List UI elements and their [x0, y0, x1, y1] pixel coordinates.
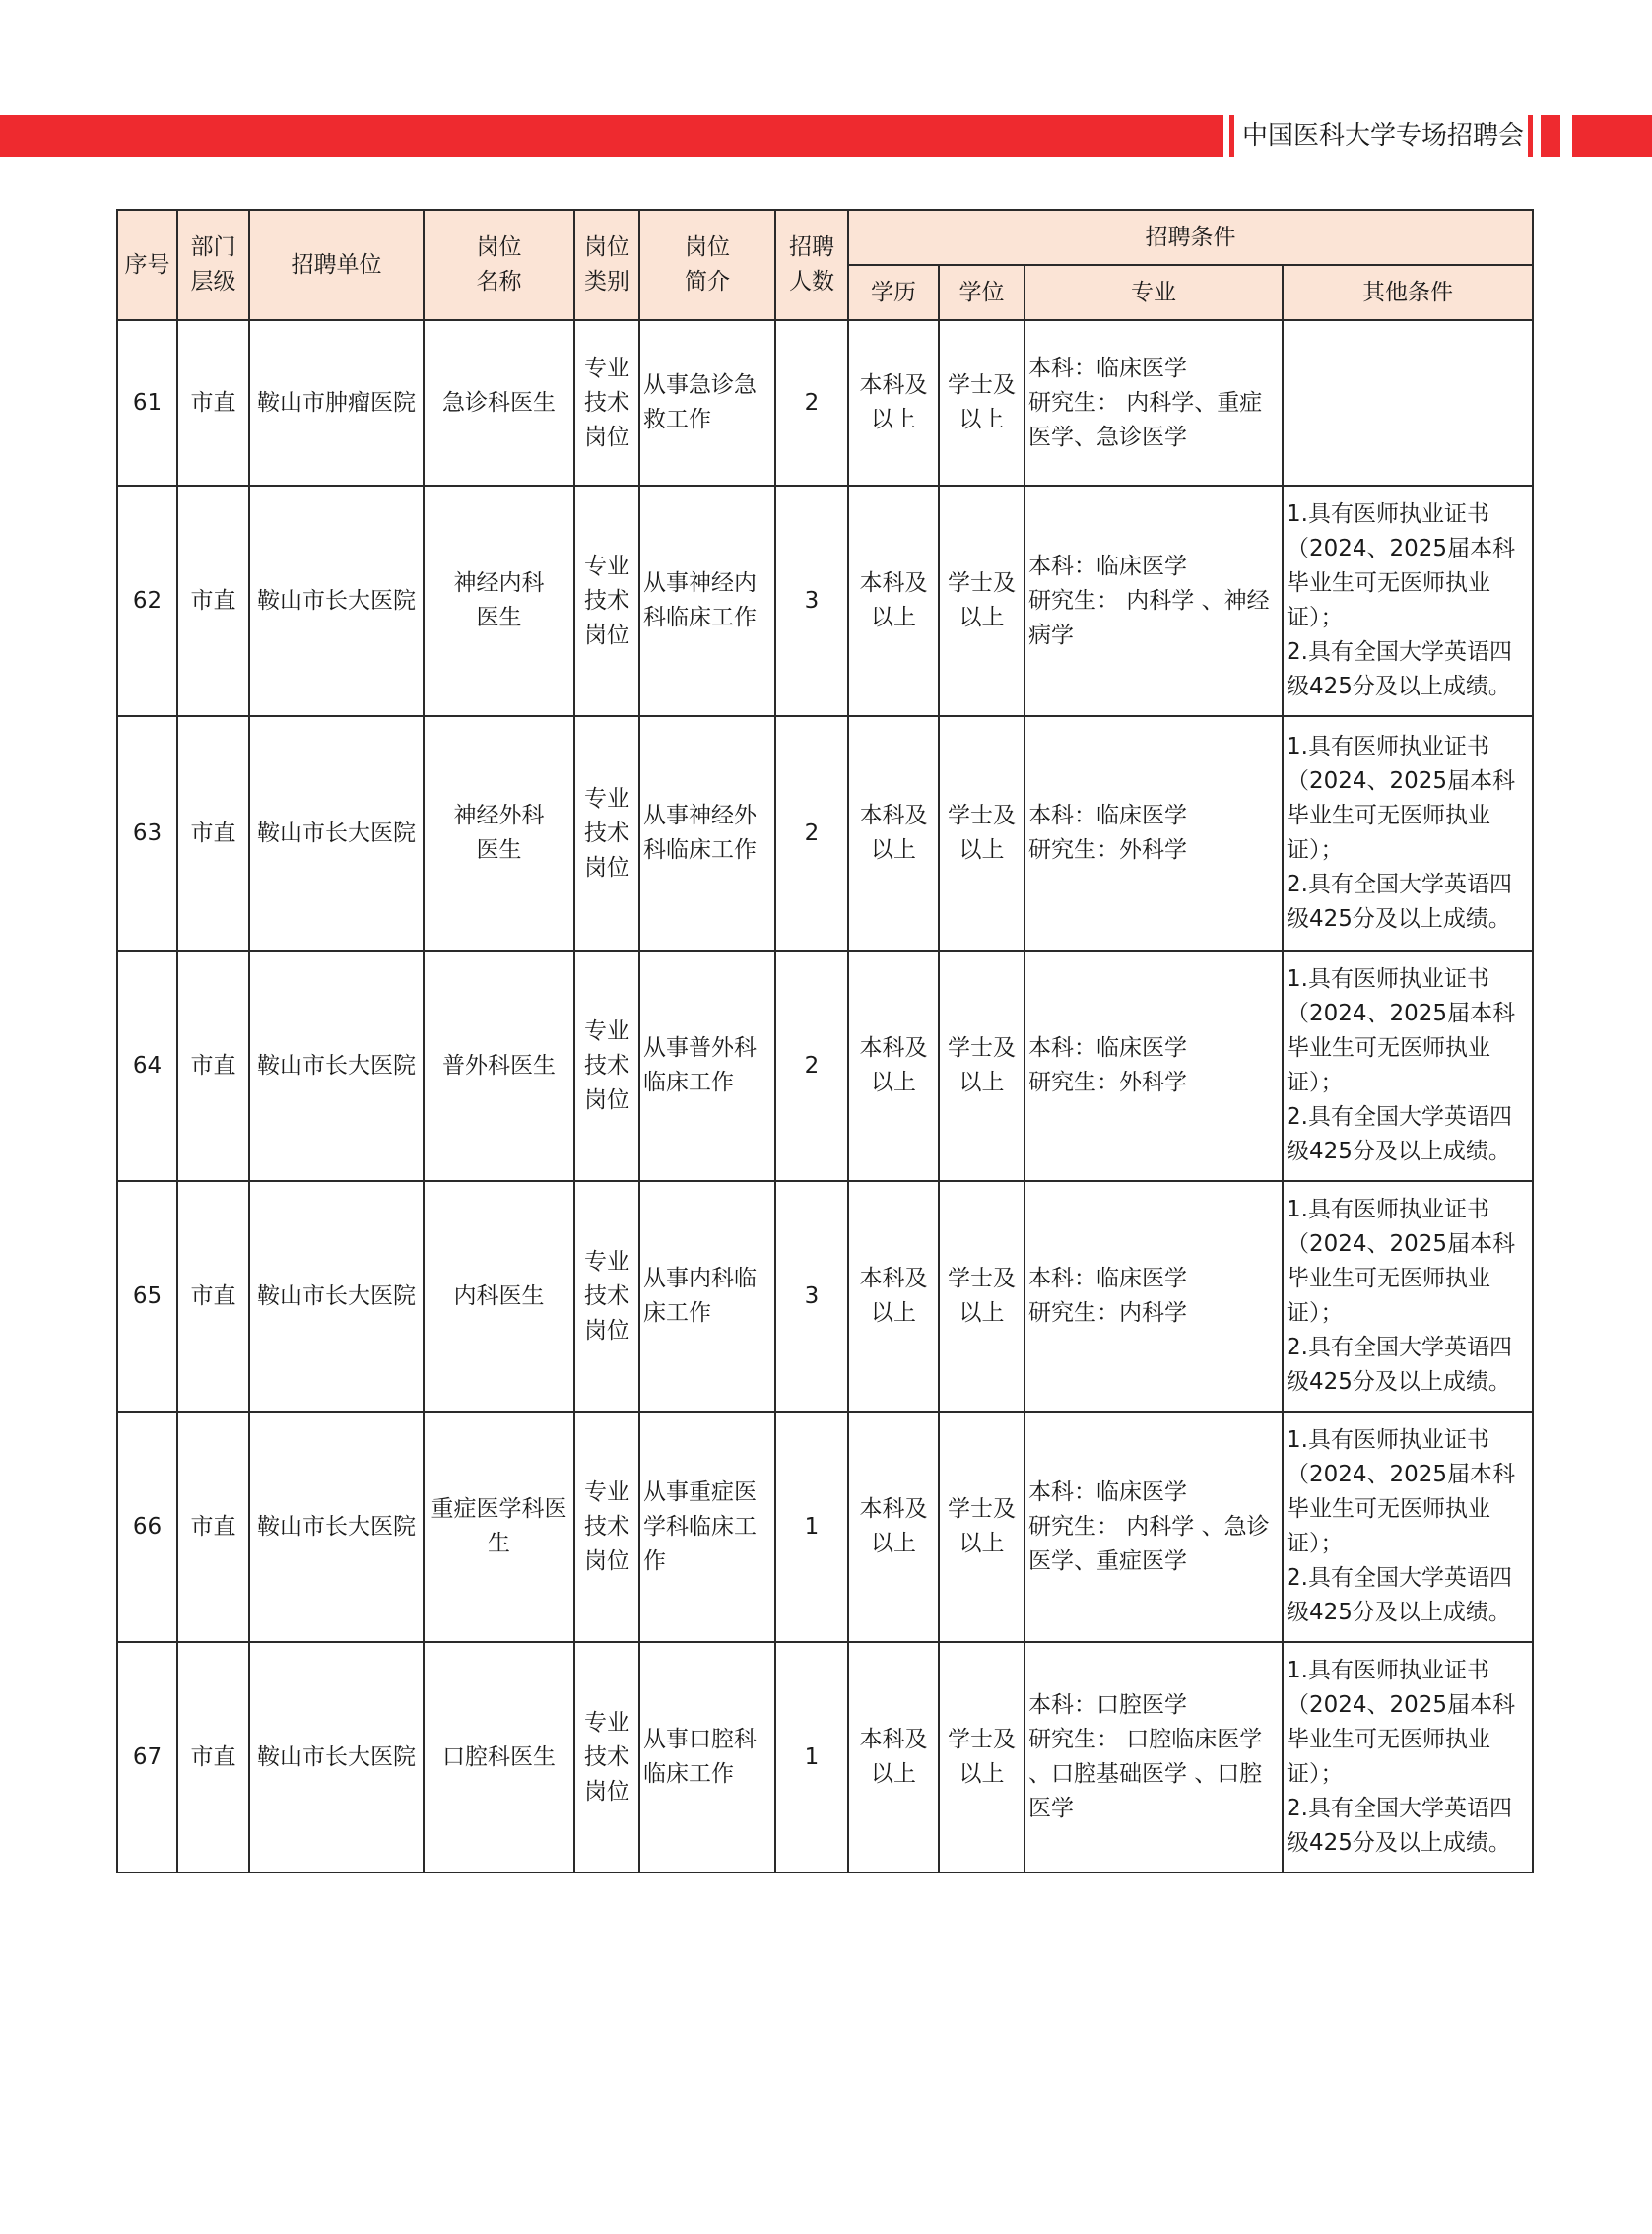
cell-post-name: 神经外科 医生	[424, 716, 574, 951]
cell-education: 本科及 以上	[848, 1642, 939, 1873]
table-row	[117, 1642, 1533, 1873]
col-header-post-intro: 岗位 简介	[639, 210, 775, 320]
cell-degree: 学士及 以上	[939, 951, 1024, 1181]
cell-major: 本科：临床医学 研究生：内科学	[1024, 1181, 1283, 1412]
cell-post-intro: 从事内科临 床工作	[639, 1181, 775, 1412]
cell-level: 市直	[177, 1181, 249, 1412]
cell-major: 本科：临床医学 研究生：外科学	[1024, 951, 1283, 1181]
cell-index: 64	[117, 951, 177, 1181]
table-body	[117, 320, 1533, 1873]
cell-count: 3	[775, 1181, 848, 1412]
col-header-post-type: 岗位 类别	[574, 210, 639, 320]
cell-count: 3	[775, 486, 848, 716]
cell-education: 本科及 以上	[848, 951, 939, 1181]
cell-unit: 鞍山市长大医院	[249, 951, 424, 1181]
banner-divider-bar	[1229, 115, 1234, 157]
cell-count: 2	[775, 320, 848, 486]
cell-unit: 鞍山市长大医院	[249, 1181, 424, 1412]
col-header-major: 专业	[1024, 265, 1283, 320]
cell-degree: 学士及 以上	[939, 1181, 1024, 1412]
cell-other-conditions: 1.具有医师执业证书 （2024、2025届本科 毕业生可无医师执业 证）； 2.具有全国大学英语四 级425分及以上成绩。	[1283, 716, 1533, 951]
cell-unit: 鞍山市长大医院	[249, 716, 424, 951]
cell-post-name: 急诊科医生	[424, 320, 574, 486]
cell-count: 1	[775, 1642, 848, 1873]
col-header-conditions: 招聘条件	[848, 210, 1533, 265]
cell-post-name: 内科医生	[424, 1181, 574, 1412]
cell-unit: 鞍山市长大医院	[249, 1412, 424, 1642]
cell-level: 市直	[177, 951, 249, 1181]
cell-post-name: 重症医学科医 生	[424, 1412, 574, 1642]
cell-post-type: 专业 技术 岗位	[574, 1642, 639, 1873]
col-header-post-name: 岗位 名称	[424, 210, 574, 320]
col-header-index: 序号	[117, 210, 177, 320]
cell-level: 市直	[177, 1642, 249, 1873]
cell-other-conditions: 1.具有医师执业证书 （2024、2025届本科 毕业生可无医师执业 证）； 2.具有全国大学英语四 级425分及以上成绩。	[1283, 1412, 1533, 1642]
cell-post-type: 专业 技术 岗位	[574, 1181, 639, 1412]
cell-index: 61	[117, 320, 177, 486]
cell-education: 本科及 以上	[848, 320, 939, 486]
col-header-unit: 招聘单位	[249, 210, 424, 320]
cell-level: 市直	[177, 1412, 249, 1642]
cell-other-conditions: 1.具有医师执业证书 （2024、2025届本科 毕业生可无医师执业 证）； 2.具有全国大学英语四 级425分及以上成绩。	[1283, 951, 1533, 1181]
cell-level: 市直	[177, 486, 249, 716]
banner-title: 中国医科大学专场招聘会	[1242, 121, 1525, 151]
col-header-other: 其他条件	[1283, 265, 1533, 320]
table-row	[117, 1412, 1533, 1642]
cell-count: 2	[775, 951, 848, 1181]
cell-other-conditions: 1.具有医师执业证书 （2024、2025届本科 毕业生可无医师执业 证）； 2.具有全国大学英语四 级425分及以上成绩。	[1283, 1181, 1533, 1412]
table-row	[117, 1181, 1533, 1412]
col-header-level: 部门 层级	[177, 210, 249, 320]
cell-post-intro: 从事神经内 科临床工作	[639, 486, 775, 716]
cell-major: 本科：临床医学 研究生： 内科学 、神经 病学	[1024, 486, 1283, 716]
cell-level: 市直	[177, 320, 249, 486]
banner-divider-bar	[1528, 115, 1533, 157]
cell-major: 本科：口腔医学 研究生： 口腔临床医学 、口腔基础医学 、口腔 医学	[1024, 1642, 1283, 1873]
cell-post-type: 专业 技术 岗位	[574, 486, 639, 716]
table-row	[117, 320, 1533, 486]
cell-post-type: 专业 技术 岗位	[574, 320, 639, 486]
cell-post-type: 专业 技术 岗位	[574, 951, 639, 1181]
cell-index: 62	[117, 486, 177, 716]
cell-degree: 学士及 以上	[939, 486, 1024, 716]
cell-post-name: 口腔科医生	[424, 1642, 574, 1873]
col-header-count: 招聘 人数	[775, 210, 848, 320]
cell-major: 本科：临床医学 研究生：外科学	[1024, 716, 1283, 951]
cell-post-type: 专业 技术 岗位	[574, 716, 639, 951]
cell-unit: 鞍山市长大医院	[249, 486, 424, 716]
cell-post-intro: 从事口腔科 临床工作	[639, 1642, 775, 1873]
cell-degree: 学士及 以上	[939, 1642, 1024, 1873]
cell-degree: 学士及 以上	[939, 1412, 1024, 1642]
cell-major: 本科：临床医学 研究生： 内科学 、急诊 医学、重症医学	[1024, 1412, 1283, 1642]
cell-count: 2	[775, 716, 848, 951]
cell-post-intro: 从事神经外 科临床工作	[639, 716, 775, 951]
header-banner	[0, 115, 1652, 157]
cell-education: 本科及 以上	[848, 486, 939, 716]
table-row	[117, 486, 1533, 716]
cell-education: 本科及 以上	[848, 1412, 939, 1642]
cell-education: 本科及 以上	[848, 716, 939, 951]
cell-index: 66	[117, 1412, 177, 1642]
recruitment-table-container	[116, 209, 1532, 1873]
col-header-education: 学历	[848, 265, 939, 320]
cell-degree: 学士及 以上	[939, 716, 1024, 951]
recruitment-table	[116, 209, 1534, 1873]
cell-other-conditions: 1.具有医师执业证书 （2024、2025届本科 毕业生可无医师执业 证）； 2.具有全国大学英语四 级425分及以上成绩。	[1283, 486, 1533, 716]
banner-red-stripe-right	[1572, 115, 1652, 157]
cell-index: 67	[117, 1642, 177, 1873]
cell-level: 市直	[177, 716, 249, 951]
cell-post-name: 普外科医生	[424, 951, 574, 1181]
cell-index: 65	[117, 1181, 177, 1412]
cell-degree: 学士及 以上	[939, 320, 1024, 486]
cell-major: 本科：临床医学 研究生： 内科学、重症 医学、急诊医学	[1024, 320, 1283, 486]
table-row	[117, 716, 1533, 951]
banner-block	[1541, 115, 1560, 157]
cell-post-type: 专业 技术 岗位	[574, 1412, 639, 1642]
cell-unit: 鞍山市肿瘤医院	[249, 320, 424, 486]
cell-post-intro: 从事急诊急 救工作	[639, 320, 775, 486]
table-row	[117, 951, 1533, 1181]
cell-post-name: 神经内科 医生	[424, 486, 574, 716]
cell-index: 63	[117, 716, 177, 951]
banner-red-stripe-left	[0, 115, 1223, 157]
col-header-degree: 学位	[939, 265, 1024, 320]
cell-other-conditions	[1283, 320, 1533, 486]
cell-education: 本科及 以上	[848, 1181, 939, 1412]
cell-post-intro: 从事普外科 临床工作	[639, 951, 775, 1181]
cell-unit: 鞍山市长大医院	[249, 1642, 424, 1873]
cell-count: 1	[775, 1412, 848, 1642]
cell-post-intro: 从事重症医 学科临床工 作	[639, 1412, 775, 1642]
cell-other-conditions: 1.具有医师执业证书 （2024、2025届本科 毕业生可无医师执业 证）； 2.具有全国大学英语四 级425分及以上成绩。	[1283, 1642, 1533, 1873]
